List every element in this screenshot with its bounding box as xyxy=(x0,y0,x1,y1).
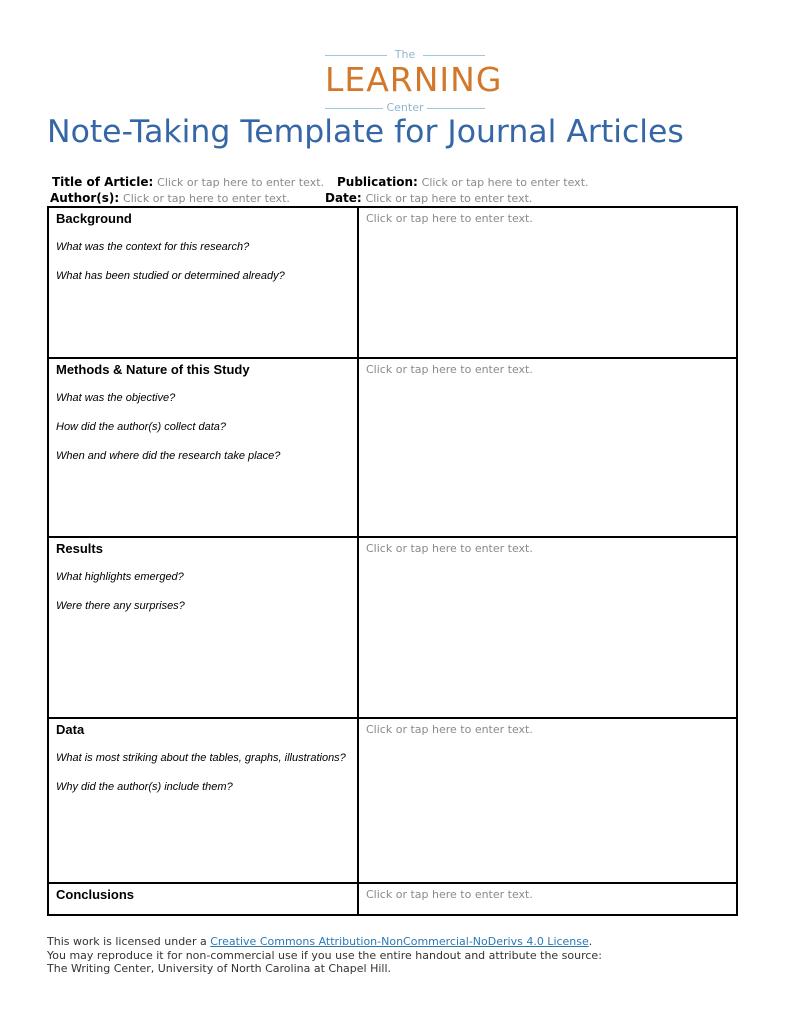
meta-row-2b xyxy=(325,190,532,207)
notes-placeholder[interactable]: Click or tap here to enter text. xyxy=(366,363,533,376)
license-footer xyxy=(47,935,602,976)
date-label: Date: xyxy=(325,191,362,205)
footer-suffix: . xyxy=(588,935,593,948)
publication-label: Publication: xyxy=(337,175,418,189)
authors-label: Author(s): xyxy=(50,191,120,205)
section-title: Background xyxy=(56,211,132,226)
results-notes[interactable] xyxy=(358,537,737,718)
learning-center-logo xyxy=(325,48,503,118)
section-data xyxy=(48,718,358,883)
conclusions-notes[interactable] xyxy=(358,883,737,915)
data-notes[interactable] xyxy=(358,718,737,883)
license-link[interactable]: Creative Commons Attribution-NonCommercial-NoDerivs 4.0 License xyxy=(210,935,589,948)
section-question: What is most striking about the tables, graphs, illustrations? xyxy=(56,752,346,764)
section-background xyxy=(48,207,358,358)
section-question: Were there any surprises? xyxy=(56,600,185,612)
footer-line-2: You may reproduce it for non-commercial use if you use the entire handout and attribute the source: xyxy=(47,948,602,962)
notes-placeholder[interactable]: Click or tap here to enter text. xyxy=(366,888,533,901)
notes-table xyxy=(47,206,738,916)
table-row-background xyxy=(48,207,737,358)
notes-placeholder[interactable]: Click or tap here to enter text. xyxy=(366,212,533,225)
section-question: What was the objective? xyxy=(56,392,176,404)
meta-row-1b xyxy=(337,174,589,191)
notes-placeholder[interactable]: Click or tap here to enter text. xyxy=(366,723,533,736)
publication-field[interactable]: Click or tap here to enter text. xyxy=(421,176,589,189)
table-row-data xyxy=(48,718,737,883)
logo-the: The xyxy=(394,48,416,61)
section-title: Results xyxy=(56,541,103,556)
table-row-conclusions xyxy=(48,883,737,915)
section-question: What was the context for this research? xyxy=(56,241,250,253)
section-question: How did the author(s) collect data? xyxy=(56,421,226,433)
authors-field[interactable]: Click or tap here to enter text. xyxy=(123,192,290,205)
notes-placeholder[interactable]: Click or tap here to enter text. xyxy=(366,542,533,555)
date-field[interactable]: Click or tap here to enter text. xyxy=(365,192,533,205)
section-title: Methods & Nature of this Study xyxy=(56,362,250,377)
methods-notes[interactable] xyxy=(358,358,737,537)
meta-row-1 xyxy=(52,174,324,191)
section-methods xyxy=(48,358,358,537)
table-row-methods xyxy=(48,358,737,537)
section-question: Why did the author(s) include them? xyxy=(56,781,233,793)
section-title: Data xyxy=(56,722,85,737)
article-title-field[interactable]: Click or tap here to enter text. xyxy=(157,176,325,189)
section-title: Conclusions xyxy=(56,887,135,902)
section-question: When and where did the research take place? xyxy=(56,450,281,462)
page-title: Note-Taking Template for Journal Articles xyxy=(47,114,684,150)
section-results xyxy=(48,537,358,718)
table-row-results xyxy=(48,537,737,718)
section-conclusions xyxy=(48,883,358,915)
logo-learning: LEARNING xyxy=(325,60,503,99)
section-question: What has been studied or determined already? xyxy=(56,270,285,282)
section-question: What highlights emerged? xyxy=(56,571,184,583)
background-notes[interactable] xyxy=(358,207,737,358)
logo-center: Center xyxy=(386,101,424,114)
article-title-label: Title of Article: xyxy=(52,175,154,189)
footer-line-1 xyxy=(47,935,602,949)
meta-row-2 xyxy=(50,190,290,207)
footer-line-3: The Writing Center, University of North Carolina at Chapel Hill. xyxy=(47,962,392,975)
footer-prefix: This work is licensed under a xyxy=(47,935,211,948)
